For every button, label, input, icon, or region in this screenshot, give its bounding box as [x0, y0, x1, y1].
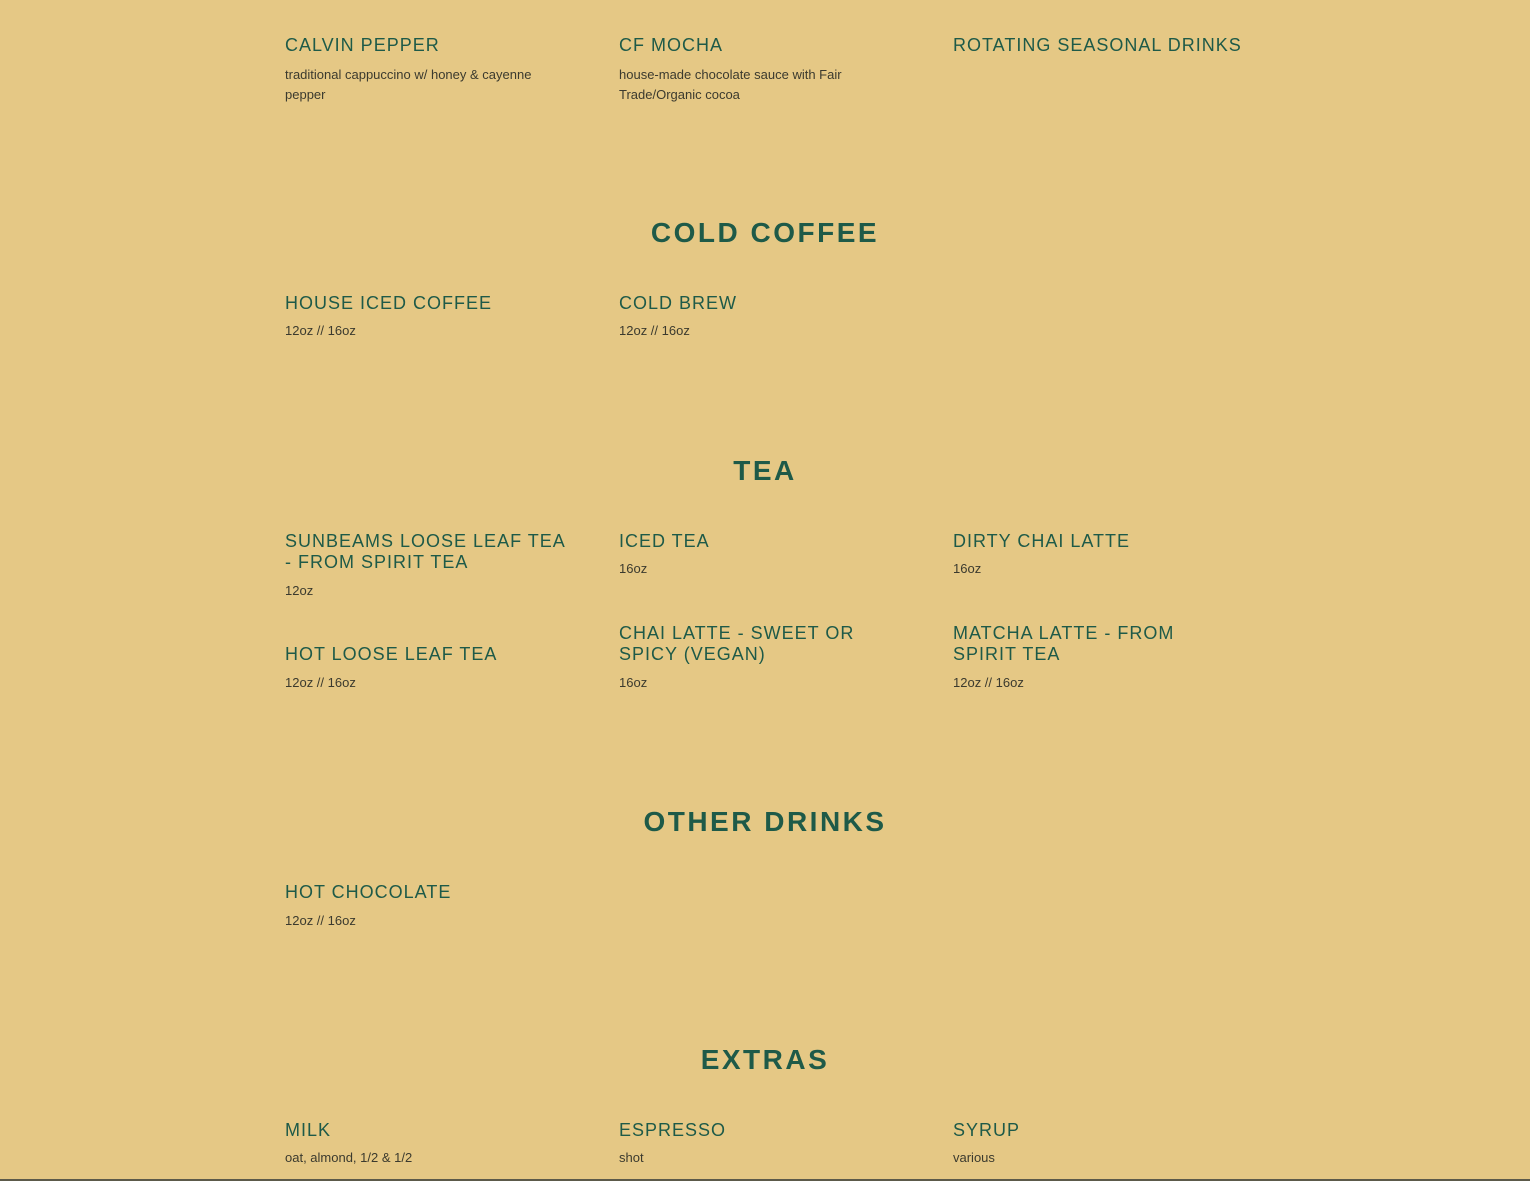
menu-item-description: traditional cappuccino w/ honey & cayenne pepper	[285, 67, 532, 102]
menu-item-name: ROTATING SEASONAL DRINKS	[953, 35, 1242, 55]
menu-item-name: ESPRESSO	[619, 1120, 727, 1140]
section-title-extras: EXTRAS	[700, 1044, 830, 1075]
menu-item-description: 12oz // 16oz	[285, 323, 356, 338]
section-title-cold-coffee: COLD COFFEE	[650, 217, 880, 248]
menu-item-name: ICED TEA	[619, 531, 710, 551]
menu-item	[285, 35, 575, 105]
menu-item	[619, 1120, 909, 1168]
menu-item	[285, 1120, 575, 1168]
menu-item-description: 16oz	[619, 675, 648, 690]
menu-item-name: SUNBEAMS LOOSE LEAF TEA - FROM SPIRIT TEA	[285, 531, 565, 572]
menu-item-name: COLD BREW	[619, 293, 738, 313]
menu-item	[619, 623, 909, 693]
menu-item-name: MILK	[285, 1120, 332, 1140]
menu-item	[953, 623, 1243, 693]
menu-item-name: CALVIN PEPPER	[285, 35, 440, 55]
menu-item	[285, 882, 575, 931]
menu-item-description: 12oz // 16oz	[285, 913, 356, 928]
menu-item-name: HOUSE ICED COFFEE	[285, 293, 493, 313]
menu-item-description: 16oz	[953, 561, 982, 576]
menu-item-name: MATCHA LATTE - FROM SPIRIT TEA	[953, 623, 1175, 664]
menu-item-name: SYRUP	[953, 1120, 1021, 1140]
menu-item-name: HOT LOOSE LEAF TEA	[285, 644, 498, 664]
menu-item-description: 12oz // 16oz	[285, 675, 356, 690]
menu-item-description: 12oz // 16oz	[953, 675, 1024, 690]
menu-item-description: 12oz // 16oz	[619, 323, 690, 338]
menu-item	[285, 293, 575, 341]
menu-item-description: various	[953, 1150, 995, 1165]
menu-item	[285, 531, 575, 601]
menu-item-description: shot	[619, 1150, 644, 1165]
menu-item	[285, 644, 575, 693]
menu-item-name: CF MOCHA	[619, 35, 723, 55]
menu-item-description: house-made chocolate sauce with Fair Trade/Organic cocoa	[619, 67, 842, 102]
menu-item	[953, 35, 1273, 56]
section-title-tea: TEA	[733, 455, 797, 486]
menu-item-name: HOT CHOCOLATE	[285, 882, 452, 902]
menu-item	[619, 35, 909, 105]
section-title-other-drinks: OTHER DRINKS	[643, 806, 887, 837]
menu-item-description: 12oz	[285, 583, 314, 598]
menu-item-description: oat, almond, 1/2 & 1/2	[285, 1150, 413, 1165]
menu-item	[619, 531, 909, 579]
menu-item-name: DIRTY CHAI LATTE	[953, 531, 1131, 551]
menu-item-description: 16oz	[619, 561, 648, 576]
menu-item	[953, 531, 1243, 579]
menu-item	[953, 1120, 1243, 1168]
menu-item-name: CHAI LATTE - SWEET OR SPICY (VEGAN)	[619, 623, 855, 664]
menu-item	[619, 293, 909, 341]
